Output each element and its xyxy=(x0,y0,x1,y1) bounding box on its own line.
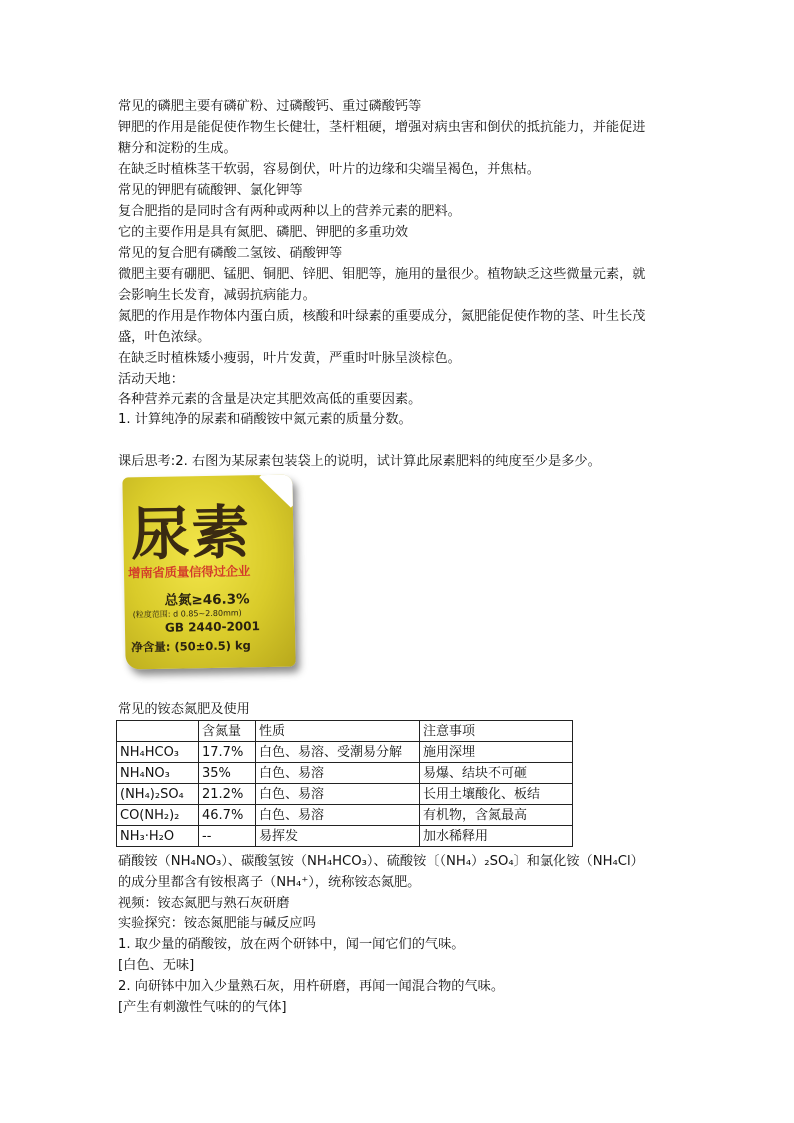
table-cell: 有机物，含氮最高 xyxy=(420,805,573,826)
package-standard: GB 2440-2001 xyxy=(164,619,261,635)
table-cell: 加水稀释用 xyxy=(420,826,573,847)
urea-package-photo xyxy=(122,475,295,670)
package-title: 尿素 xyxy=(130,498,252,569)
text-line: 常见的钾肥有硫酸钾、氯化钾等 xyxy=(118,183,303,198)
table-cell: 21.2% xyxy=(199,784,256,805)
text-line: 2. 向研钵中加入少量熟石灰，用杵研磨，再闻一闻混合物的气味。 xyxy=(118,979,505,994)
table-cell: 白色、易溶、受潮易分解 xyxy=(256,742,420,763)
package-net-weight: 净含量: (50±0.5) kg xyxy=(131,638,251,655)
table-cell: 白色、易溶 xyxy=(256,784,420,805)
text-line: 氮肥的作用是作物体内蛋白质，核酸和叶绿素的重要成分，氮肥能促使作物的茎、叶生长茂 xyxy=(118,309,646,324)
table-cell: 白色、易溶 xyxy=(256,805,420,826)
text-line: [白色、无味] xyxy=(118,958,195,973)
table-cell: 白色、易溶 xyxy=(256,763,420,784)
table-row xyxy=(117,805,573,826)
table-cell: 易挥发 xyxy=(256,826,420,847)
table-row xyxy=(117,742,573,763)
text-line: 钾肥的作用是能促使作物生长健壮，茎杆粗硬，增强对病虫害和倒伏的抵抗能力，并能促进 xyxy=(118,120,646,135)
text-line: 各种营养元素的含量是决定其肥效高低的重要因素。 xyxy=(118,392,422,407)
text-line: 常见的磷肥主要有磷矿粉、过磷酸钙、重过磷酸钙等 xyxy=(118,99,422,114)
text-line: 常见的复合肥有磷酸二氢铵、硝酸钾等 xyxy=(118,246,343,261)
text-line: 硝酸铵（NH₄NO₃）、碳酸氢铵（NH₄HCO₃）、硫酸铵〔（NH₄）₂SO₄〕和氯化铵（NH₄Cl） xyxy=(118,854,644,869)
table-cell: 施用深埋 xyxy=(420,742,573,763)
text-line: 微肥主要有硼肥、锰肥、铜肥、锌肥、钼肥等，施用的量很少。植物缺乏这些微量元素，就 xyxy=(118,267,646,282)
text-line: 它的主要作用是具有氮肥、磷肥、钾肥的多重功效 xyxy=(118,225,409,240)
text-line: 的成分里都含有铵根离子（NH₄⁺），统称铵态氮肥。 xyxy=(118,875,421,890)
package-banner: 增南省质量信得过企业 xyxy=(127,563,251,581)
table-cell: 46.7% xyxy=(199,805,256,826)
table-row xyxy=(117,763,573,784)
package-granule: (粒度范围: d 0.85~2.80mm) xyxy=(132,608,242,620)
think-question: 课后思考:2. 右图为某尿素包装袋上的说明，试计算此尿素肥料的纯度至少是多少。 xyxy=(118,454,601,469)
text-line: 视频：铵态氮肥与熟石灰研磨 xyxy=(118,896,290,911)
fertilizer-table xyxy=(116,720,573,847)
text-line: [产生有刺激性气味的的气体] xyxy=(118,1000,287,1015)
table-cell: 17.7% xyxy=(199,742,256,763)
table-cell: NH₄HCO₃ xyxy=(117,742,199,763)
text-line: 在缺乏时植株茎干软弱，容易倒伏，叶片的边缘和尖端呈褐色，并焦枯。 xyxy=(118,162,540,177)
text-line: 在缺乏时植株矮小瘦弱，叶片发黄，严重时叶脉呈淡棕色。 xyxy=(118,351,461,366)
table-cell: 易爆、结块不可砸 xyxy=(420,763,573,784)
table-cell: (NH₄)₂SO₄ xyxy=(117,784,199,805)
page-fold xyxy=(259,475,295,508)
text-line: 1. 取少量的硝酸铵，放在两个研钵中，闻一闻它们的气味。 xyxy=(118,937,465,952)
text-line: 盛，叶色浓绿。 xyxy=(118,330,211,345)
text-line: 复合肥指的是同时含有两种或两种以上的营养元素的肥料。 xyxy=(118,204,461,219)
table-header-row xyxy=(117,721,573,742)
table-header xyxy=(117,721,199,742)
table-title: 常见的铵态氮肥及使用 xyxy=(118,702,250,717)
table-cell: -- xyxy=(199,826,256,847)
table-header: 性质 xyxy=(256,721,420,742)
table-header: 注意事项 xyxy=(420,721,573,742)
package-nitrogen: 总氮≥46.3% xyxy=(164,591,250,609)
table-header: 含氮量 xyxy=(199,721,256,742)
table-cell: 长用土壤酸化、板结 xyxy=(420,784,573,805)
text-line: 实验探究：铵态氮肥能与碱反应吗 xyxy=(118,916,316,931)
text-line: 会影响生长发育，减弱抗病能力。 xyxy=(118,288,316,303)
text-line: 活动天地： xyxy=(118,372,184,387)
table-cell: NH₄NO₃ xyxy=(117,763,199,784)
text-line: 1. 计算纯净的尿素和硝酸铵中氮元素的质量分数。 xyxy=(118,412,412,427)
table-cell: 35% xyxy=(199,763,256,784)
table-cell: CO(NH₂)₂ xyxy=(117,805,199,826)
text-line: 糖分和淀粉的生成。 xyxy=(118,141,237,156)
table-cell: NH₃·H₂O xyxy=(117,826,199,847)
table-row xyxy=(117,826,573,847)
table-row xyxy=(117,784,573,805)
